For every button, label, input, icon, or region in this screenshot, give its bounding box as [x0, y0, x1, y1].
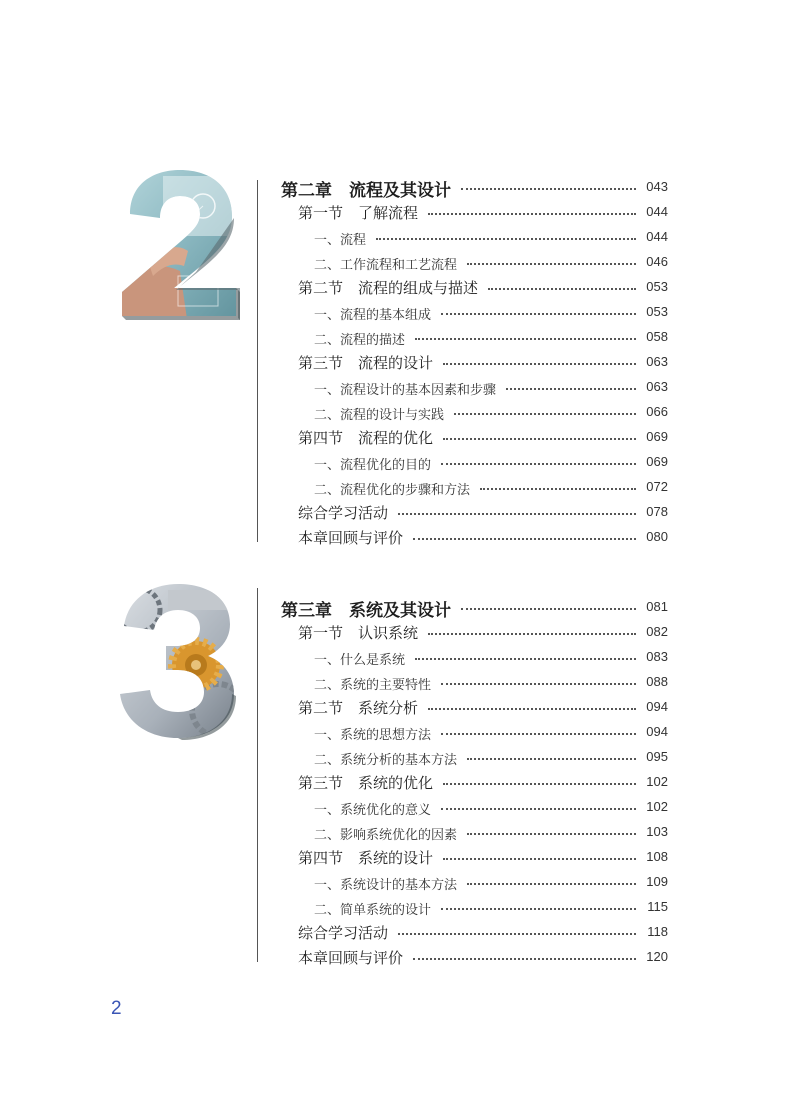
toc-dot-leader — [443, 844, 636, 868]
toc-page-number: 082 — [646, 624, 668, 639]
toc-dot-leader — [415, 644, 636, 668]
toc-dot-leader — [441, 894, 636, 918]
toc-section-entry[interactable] — [0, 769, 800, 793]
toc-entry-label: 第四节 流程的优化 — [298, 429, 434, 447]
toc-section-entry[interactable] — [0, 199, 800, 223]
toc-page-number: 053 — [646, 279, 668, 294]
toc-entry-label: 一、流程优化的目的 — [314, 458, 432, 473]
toc-page-number: 102 — [646, 774, 668, 789]
toc-subsection-entry[interactable] — [0, 249, 800, 273]
toc-subsection-entry[interactable] — [0, 719, 800, 743]
toc-dot-leader — [454, 399, 636, 423]
toc-entry-label: 第三章 系统及其设计 — [281, 601, 451, 621]
toc-dot-leader — [506, 374, 636, 398]
toc-page-number: 069 — [646, 454, 668, 469]
toc-entry-label: 二、流程的设计与实践 — [314, 408, 445, 423]
toc-page-number: 115 — [647, 899, 668, 914]
toc-entry-label: 一、系统优化的意义 — [314, 803, 432, 818]
toc-entry-label: 二、工作流程和工艺流程 — [314, 258, 458, 273]
toc-entry-label: 一、系统的思想方法 — [314, 728, 432, 743]
toc-dot-leader — [441, 719, 636, 743]
toc-entry-label: 第三节 系统的优化 — [298, 774, 434, 792]
toc-dot-leader — [480, 474, 636, 498]
toc-page-number: 063 — [646, 354, 668, 369]
toc-page-number: 102 — [646, 799, 668, 814]
toc-page-number: 094 — [646, 724, 668, 739]
toc-page-number: 109 — [646, 874, 668, 889]
toc-entry-label: 第四节 系统的设计 — [298, 849, 434, 867]
toc-entry-label: 二、影响系统优化的因素 — [314, 828, 458, 843]
toc-entry-label: 本章回顾与评价 — [298, 949, 404, 967]
toc-page-number: 095 — [646, 749, 668, 764]
toc-entry-label: 一、系统设计的基本方法 — [314, 878, 458, 893]
toc-section-entry[interactable] — [0, 499, 800, 523]
toc-dot-leader — [441, 299, 636, 323]
toc-page-number: 088 — [646, 674, 668, 689]
toc-dot-leader — [398, 499, 636, 523]
toc-dot-leader — [467, 819, 636, 843]
toc-page-number: 072 — [646, 479, 668, 494]
toc-entry-label: 二、流程的描述 — [314, 333, 406, 348]
toc-subsection-entry[interactable] — [0, 399, 800, 423]
toc-dot-leader — [443, 349, 636, 373]
toc-section-entry[interactable] — [0, 944, 800, 968]
toc-entry-label: 二、简单系统的设计 — [314, 903, 432, 918]
toc-page-number: 094 — [646, 699, 668, 714]
toc-entry-label: 第三节 流程的设计 — [298, 354, 434, 372]
page-number: 2 — [111, 998, 122, 1019]
toc-entry-label: 二、流程优化的步骤和方法 — [314, 483, 471, 498]
toc-dot-leader — [443, 424, 636, 448]
toc-section-entry[interactable] — [0, 349, 800, 373]
toc-page-number: 078 — [646, 504, 668, 519]
toc-dot-leader — [488, 274, 636, 298]
toc-dot-leader — [461, 174, 636, 198]
toc-page-number: 069 — [646, 429, 668, 444]
toc-subsection-entry[interactable] — [0, 299, 800, 323]
toc-entry-label: 二、系统分析的基本方法 — [314, 753, 458, 768]
toc-entry-label: 一、流程 — [314, 233, 367, 248]
toc-section-entry[interactable] — [0, 524, 800, 548]
toc-entry-label: 第二节 流程的组成与描述 — [298, 279, 479, 297]
toc-entry-label: 第一节 认识系统 — [298, 624, 419, 642]
toc-entry-label: 二、系统的主要特性 — [314, 678, 432, 693]
toc-subsection-entry[interactable] — [0, 894, 800, 918]
toc-chapter-entry[interactable] — [0, 594, 800, 621]
toc-page-number: 103 — [646, 824, 668, 839]
toc-subsection-entry[interactable] — [0, 374, 800, 398]
toc-entry-label: 本章回顾与评价 — [298, 529, 404, 547]
toc-subsection-entry[interactable] — [0, 869, 800, 893]
toc-section-entry[interactable] — [0, 274, 800, 298]
toc-dot-leader — [441, 794, 636, 818]
toc-dot-leader — [467, 869, 636, 893]
toc-dot-leader — [413, 944, 636, 968]
toc-section-entry[interactable] — [0, 844, 800, 868]
toc-page-number: 081 — [646, 599, 668, 614]
toc-dot-leader — [441, 669, 636, 693]
toc-entry-label: 第二章 流程及其设计 — [281, 181, 451, 201]
toc-entry-label: 一、流程设计的基本因素和步骤 — [314, 383, 497, 398]
toc-page-number: 080 — [646, 529, 668, 544]
toc-entry-label: 一、什么是系统 — [314, 653, 406, 668]
toc-page-number: 046 — [646, 254, 668, 269]
toc-entry-label: 综合学习活动 — [298, 924, 389, 942]
toc-page-number: 083 — [646, 649, 668, 664]
toc-subsection-entry[interactable] — [0, 794, 800, 818]
toc-section-entry[interactable] — [0, 919, 800, 943]
toc-subsection-entry[interactable] — [0, 474, 800, 498]
toc-entry-label: 综合学习活动 — [298, 504, 389, 522]
toc-dot-leader — [467, 744, 636, 768]
toc-page-number: 044 — [646, 229, 668, 244]
toc-dot-leader — [443, 769, 636, 793]
toc-subsection-entry[interactable] — [0, 644, 800, 668]
toc-dot-leader — [428, 199, 636, 223]
toc-dot-leader — [428, 619, 636, 643]
toc-subsection-entry[interactable] — [0, 819, 800, 843]
toc-page-number: 063 — [646, 379, 668, 394]
toc-dot-leader — [467, 249, 636, 273]
toc-page-number: 044 — [646, 204, 668, 219]
toc-subsection-entry[interactable] — [0, 324, 800, 348]
toc-subsection-entry[interactable] — [0, 224, 800, 248]
toc-page-number: 120 — [646, 949, 668, 964]
toc-entry-label: 一、流程的基本组成 — [314, 308, 432, 323]
toc-page-number: 118 — [647, 924, 668, 939]
toc-page-number: 053 — [646, 304, 668, 319]
toc-dot-leader — [415, 324, 636, 348]
toc-page-number: 058 — [646, 329, 668, 344]
toc-subsection-entry[interactable] — [0, 744, 800, 768]
toc-section-entry[interactable] — [0, 694, 800, 718]
toc-page-number: 043 — [646, 179, 668, 194]
toc-subsection-entry[interactable] — [0, 669, 800, 693]
toc-subsection-entry[interactable] — [0, 449, 800, 473]
toc-section-entry[interactable] — [0, 619, 800, 643]
toc-page-number: 066 — [646, 404, 668, 419]
toc-dot-leader — [413, 524, 636, 548]
toc-dot-leader — [428, 694, 636, 718]
toc-chapter-entry[interactable] — [0, 174, 800, 201]
toc-entry-label: 第一节 了解流程 — [298, 204, 419, 222]
toc-entry-label: 第二节 系统分析 — [298, 699, 419, 717]
toc-section-entry[interactable] — [0, 424, 800, 448]
toc-dot-leader — [376, 224, 636, 248]
toc-dot-leader — [461, 594, 636, 618]
toc-page-number: 108 — [646, 849, 668, 864]
toc-dot-leader — [441, 449, 636, 473]
toc-dot-leader — [398, 919, 636, 943]
